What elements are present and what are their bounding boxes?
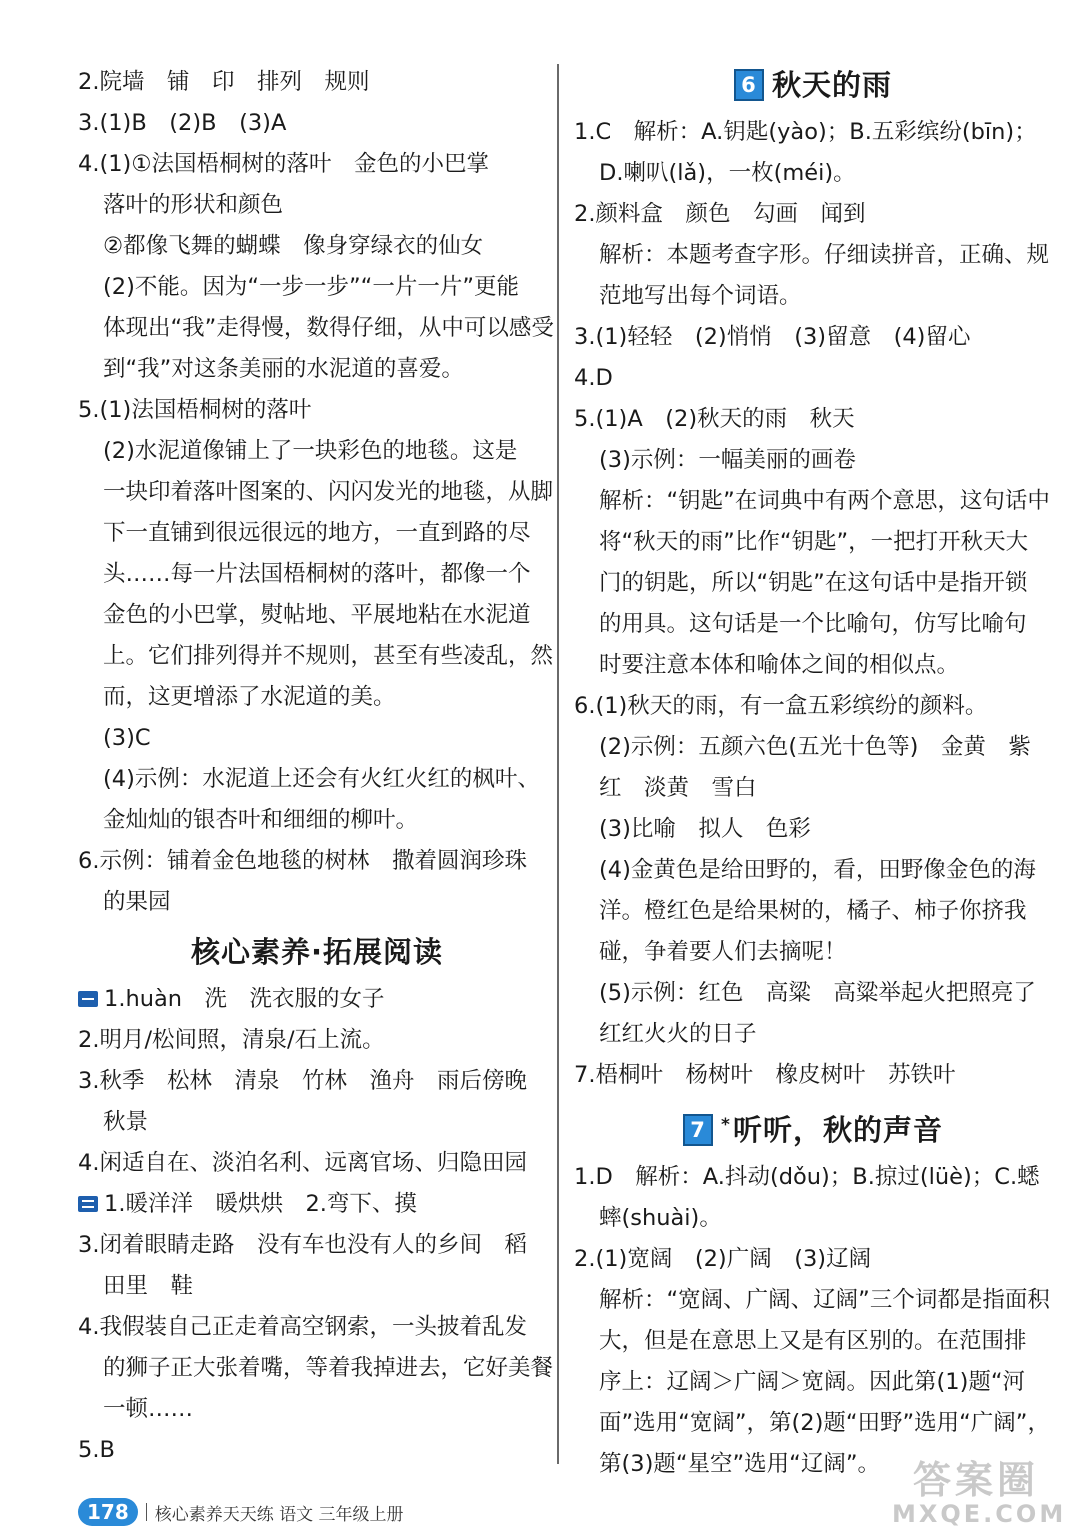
- answer-line: 解析：“钥匙”在词典中有两个意思，这句话中: [599, 488, 1050, 514]
- answer-line: 3.(1)轻轻 (2)悄悄 (3)留意 (4)留心: [574, 324, 971, 350]
- answer-line: 5.(1)A (2)秋天的雨 秋天: [574, 406, 855, 432]
- answer-line: 而，这更增添了水泥道的美。: [103, 684, 396, 710]
- answer-line: 第(3)题“星空”选用“辽阔”。: [599, 1451, 880, 1477]
- answer-line: 金灿灿的银杏叶和细细的柳叶。: [103, 807, 419, 833]
- answer-line: (2)水泥道像铺上了一块彩色的地毯。这是: [103, 438, 518, 464]
- answer-line: 的用具。这句话是一个比喻句，仿写比喻句: [599, 611, 1027, 637]
- answer-line: 范地写出每个词语。: [599, 283, 802, 309]
- part-two-icon: [78, 1196, 98, 1212]
- answer-line: 1.huàn 洗 洗衣服的女子: [78, 979, 556, 1020]
- answer-line: 秋景: [103, 1109, 149, 1135]
- answer-line: (3)示例：一幅美丽的画卷: [599, 447, 856, 473]
- answer-line: 2.明月/松间照，清泉/石上流。: [78, 1027, 385, 1053]
- answer-line: (2)不能。因为“一步一步”“一片一片”更能: [103, 274, 519, 300]
- answer-line: 解析：“宽阔、广阔、辽阔”三个词都是指面积: [599, 1287, 1050, 1313]
- answer-line: 上。它们排列得并不规则，甚至有些凌乱，然: [103, 643, 554, 669]
- answer-line: (4)金黄色是给田野的，看，田野像金色的海: [599, 857, 1036, 883]
- answer-line: (3)比喻 拟人 色彩: [599, 816, 811, 842]
- answer-line: 体现出“我”走得慢，数得仔细，从中可以感受: [103, 315, 554, 341]
- right-column: [574, 62, 1052, 1485]
- part-one-icon: [78, 991, 98, 1007]
- answer-line: 1.暖洋洋 暖烘烘 2.弯下、摸: [78, 1184, 556, 1225]
- answer-line: 金色的小巴掌，熨帖地、平展地粘在水泥道: [103, 602, 531, 628]
- answer-line: 3.秋季 松林 清泉 竹林 渔舟 雨后傍晚: [78, 1068, 527, 1094]
- answer-line: 门的钥匙，所以“钥匙”在这句话中是指开锁: [599, 570, 1028, 596]
- answer-line: 5.(1)法国梧桐树的落叶: [78, 397, 312, 423]
- answer-line: 7.梧桐叶 杨树叶 橡皮树叶 苏铁叶: [574, 1062, 956, 1088]
- answer-line: 蟀(shuài)。: [599, 1205, 722, 1231]
- answer-line: 洋。橙红色是给果树的，橘子、柿子你挤我: [599, 898, 1027, 924]
- page-number: 178: [78, 1498, 138, 1526]
- optional-lesson-star: *: [721, 1115, 731, 1135]
- answer-line: 大，但是在意思上又是有区别的。在范围排: [599, 1328, 1027, 1354]
- answer-line: 面”选用“宽阔”，第(2)题“田野”选用“广阔”，: [599, 1410, 1050, 1436]
- answer-line: 2.院墙 铺 印 排列 规则: [78, 69, 370, 95]
- answer-line: 2.颜料盒 颜色 勾画 闻到: [574, 201, 866, 227]
- answer-line: 一顿……: [103, 1396, 194, 1422]
- answer-line: D.喇叭(lǎ)，一枚(méi)。: [599, 160, 856, 186]
- footer-separator: [146, 1503, 147, 1521]
- lesson-number-badge: 6: [734, 69, 764, 101]
- answer-line: 红红火火的日子: [599, 1021, 757, 1047]
- answer-line: 4.(1)①法国梧桐树的落叶 金色的小巴掌: [78, 151, 490, 177]
- answer-line: 的狮子正大张着嘴，等着我掉进去，它好美餐: [103, 1355, 554, 1381]
- answer-line: 将“秋天的雨”比作“钥匙”，一把打开秋天大: [599, 529, 1029, 555]
- site-watermark: 答案圈 MXQE.COM: [892, 1458, 1067, 1528]
- answer-line: 1.C 解析：A.钥匙(yào)；B.五彩缤纷(bīn)；: [574, 119, 1037, 145]
- page-footer: [78, 1496, 404, 1528]
- lesson-6-title: 6 秋天的雨: [574, 62, 1052, 108]
- answer-line: 落叶的形状和颜色: [103, 192, 284, 218]
- answer-line: 时要注意本体和喻体之间的相似点。: [599, 652, 960, 678]
- answer-line: 一块印着落叶图案的、闪闪发光的地毯，从脚: [103, 479, 554, 505]
- answer-line: 碰，争着要人们去摘呢！: [599, 939, 847, 965]
- answer-line: (3)C: [103, 725, 151, 751]
- answer-line: 1.D 解析：A.抖动(dǒu)；B.掠过(lüè)；C.蟋: [574, 1164, 1040, 1190]
- answer-line: 的果园: [103, 889, 171, 915]
- answer-line: 头……每一片法国梧桐树的落叶，都像一个: [103, 561, 531, 587]
- answer-line: 4.我假装自己正走着高空钢索，一头披着乱发: [78, 1314, 527, 1340]
- answer-line: 序上：辽阔＞广阔＞宽阔。因此第(1)题“河: [599, 1369, 1026, 1395]
- left-column: [78, 62, 556, 1471]
- answer-line: 到“我”对这条美丽的水泥道的喜爱。: [103, 356, 464, 382]
- answer-line: 红 淡黄 雪白: [599, 775, 757, 801]
- answer-line: 6.(1)秋天的雨，有一盒五彩缤纷的颜料。: [574, 693, 988, 719]
- answer-line: 解析：本题考查字形。仔细读拼音，正确、规: [599, 242, 1050, 268]
- answer-line: 下一直铺到很远很远的地方，一直到路的尽: [103, 520, 531, 546]
- answer-line: (5)示例：红色 高粱 高粱举起火把照亮了: [599, 980, 1036, 1006]
- column-divider: [557, 64, 559, 1464]
- answer-line: 5.B: [78, 1437, 115, 1463]
- answer-line: (2)示例：五颜六色(五光十色等) 金黄 紫: [599, 734, 1031, 760]
- section-title: 核心素养·拓展阅读: [190, 935, 444, 969]
- book-title: 核心素养天天练 语文 三年级上册: [154, 1504, 404, 1525]
- answer-line: 2.(1)宽阔 (2)广阔 (3)辽阔: [574, 1246, 872, 1272]
- answer-line: 田里 鞋: [103, 1273, 194, 1299]
- answer-line: 3.(1)B (2)B (3)A: [78, 110, 287, 136]
- lesson-number-badge: 7: [683, 1114, 713, 1146]
- answer-line: (4)示例：水泥道上还会有火红火红的枫叶、: [103, 766, 540, 792]
- answer-line: 6.示例：铺着金色地毯的树林 撒着圆润珍珠: [78, 848, 527, 874]
- lesson-7-title: 7 *听听，秋的声音: [574, 1102, 1052, 1153]
- answer-line: 4.D: [574, 365, 613, 391]
- answer-line: 4.闲适自在、淡泊名利、远离官场、归隐田园: [78, 1150, 527, 1176]
- answer-line: ②都像飞舞的蝴蝶 像身穿绿衣的仙女: [103, 233, 484, 259]
- answer-line: 3.闭着眼睛走路 没有车也没有人的乡间 稻: [78, 1232, 527, 1258]
